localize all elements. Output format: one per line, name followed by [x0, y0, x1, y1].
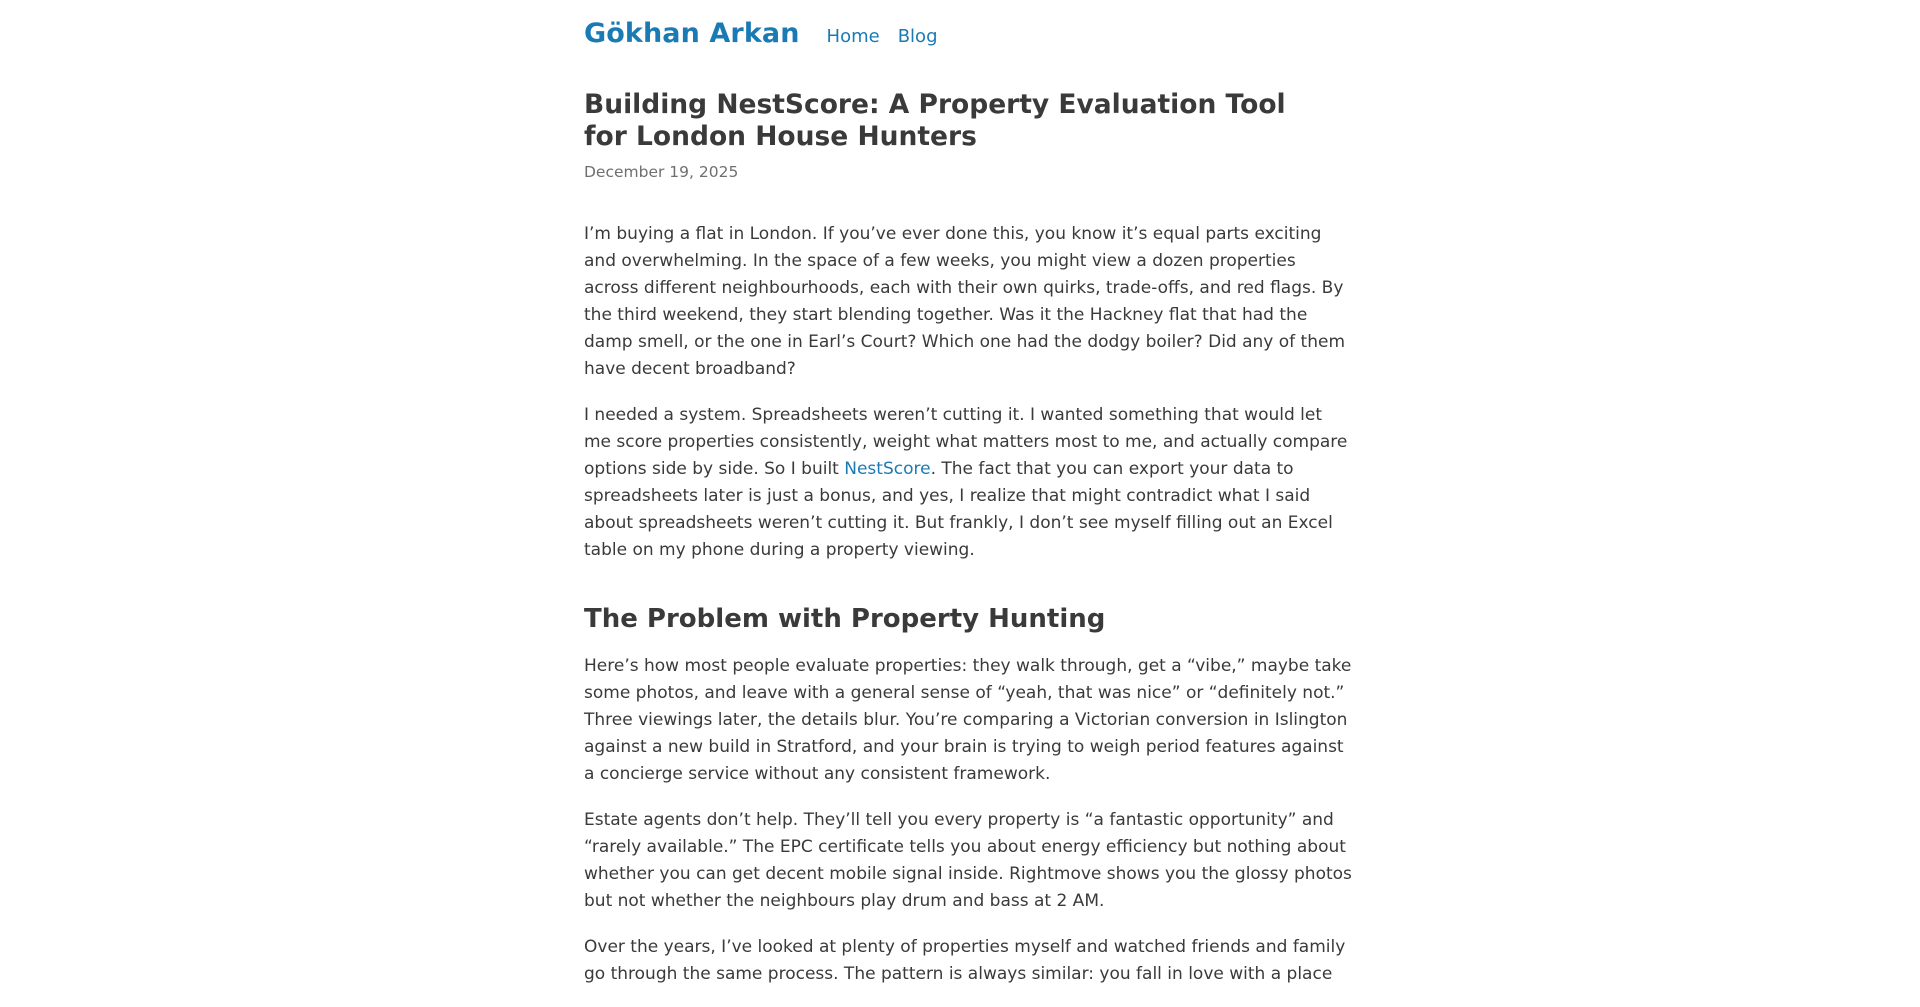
blog-post	[584, 89, 1354, 988]
paragraph	[584, 402, 1354, 564]
nav-home-link[interactable]: Home	[826, 26, 880, 47]
paragraph: Here’s how most people evaluate properties: they walk through, get a “vibe,” maybe take some photos, and leave with a general sense of “yeah, that was nice” or “definitely not.” Three viewings later, the details blur. You’re comparing a Victorian conversion in Islington against a new build in Stratford, and your brain is trying to weigh period features against a concierge service without any consistent framework.	[584, 656, 1352, 784]
paragraph: Estate agents don’t help. They’ll tell you every property is “a fantastic opportunity” and “rarely available.” The EPC certificate tells you about energy efficiency but nothing about whether you can get decent mobile signal inside. Rightmove shows you the glossy photos but not whether the neighbours play drum and bass at 2 AM.	[584, 810, 1352, 911]
post-date: December 19, 2025	[584, 163, 739, 181]
section-heading: The Problem with Property Hunting	[584, 604, 1106, 634]
paragraph: I’m buying a flat in London. If you’ve ever done this, you know it’s equal parts exciting and overwhelming. In the space of a few weeks, you might view a dozen properties across different neighbourhoods, each with their own quirks, trade-offs, and red flags. By the third weekend, they start blending together. Was it the Hackney flat that had the damp smell, or the one in Earl’s Court? Which one had the dodgy boiler? Did any of them have decent broadband?	[584, 224, 1346, 379]
nav-blog-link[interactable]: Blog	[897, 26, 938, 47]
page	[584, 0, 1354, 1007]
site-title-link[interactable]: Gökhan Arkan	[584, 18, 800, 49]
nestscore-link[interactable]: NestScore	[844, 459, 931, 479]
site-header	[584, 0, 1354, 52]
post-title: Building NestScore: A Property Evaluation Tool for London House Hunters	[584, 89, 1286, 152]
paragraph-text: I needed a system. Spreadsheets weren’t cutting it. I wanted something that would let me score properties consistently, weight what matters most to me, and actually compare options side by side. So I built	[584, 405, 1348, 479]
paragraph: Over the years, I’ve looked at plenty of properties myself and watched friends and family go through the same process. The pattern is always similar: you fall in love with a place	[584, 937, 1346, 984]
post-content	[584, 221, 1354, 988]
paragraph-text: . The fact that you can export your data to spreadsheets later is just a bonus, and yes, I realize that might contradict what I said about spreadsheets weren’t cutting it. But frankly, I don’t see myself filling out an Excel table on my phone during a property viewing.	[584, 459, 1333, 560]
